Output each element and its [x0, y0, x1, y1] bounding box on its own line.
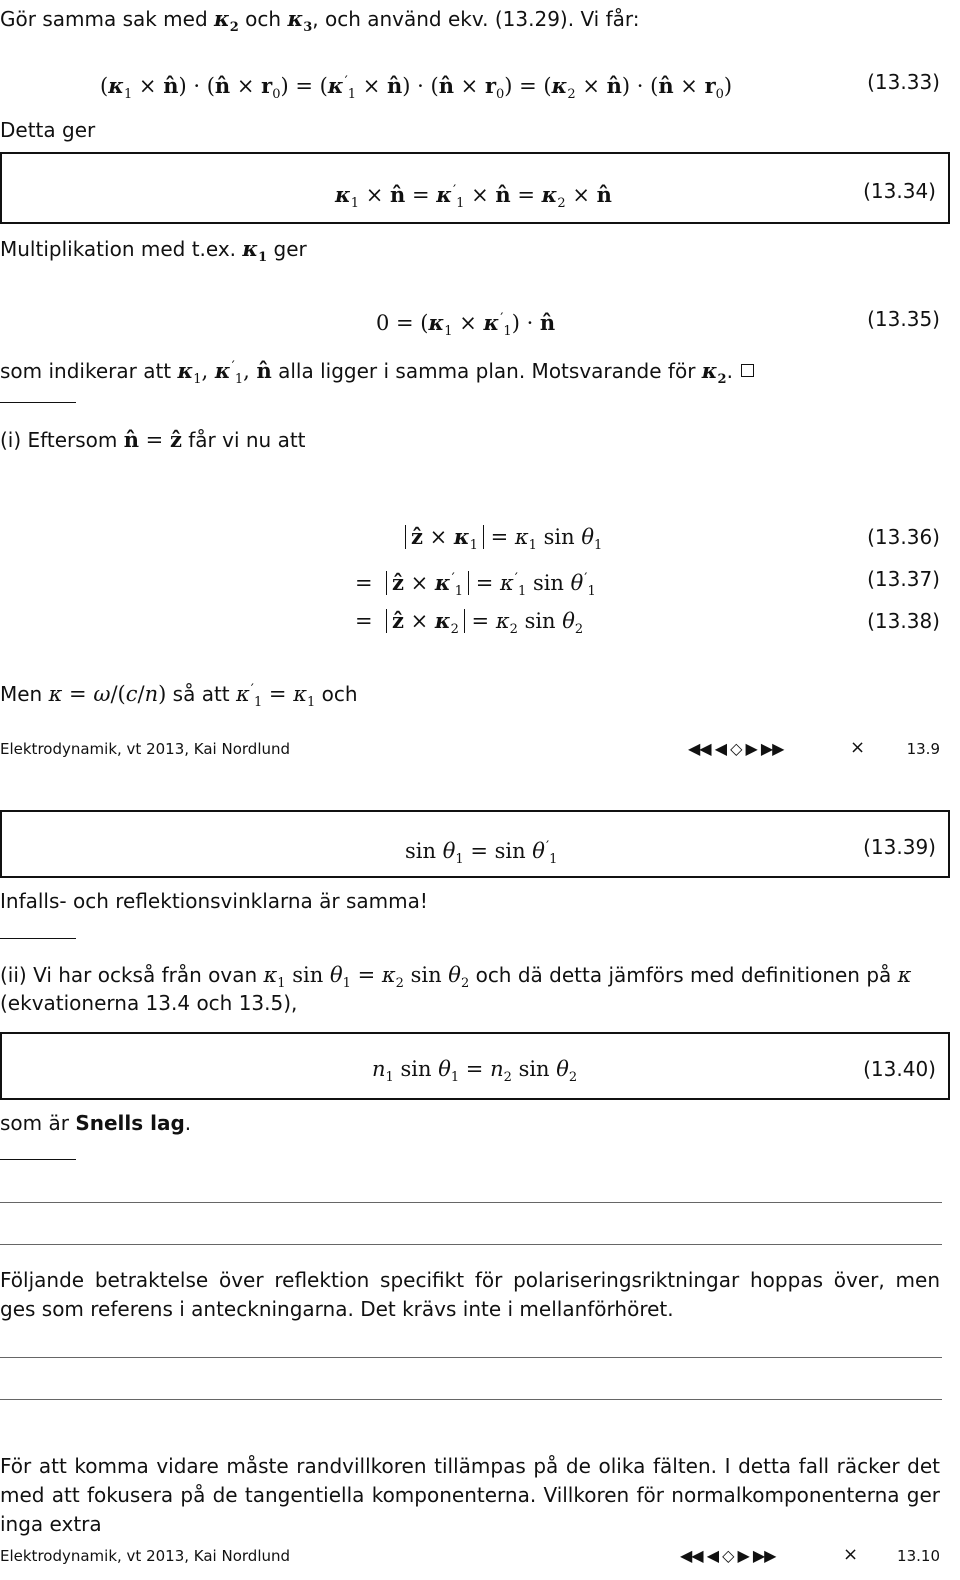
indic-text-b: alla ligger i samma plan. Motsvarande för — [271, 359, 702, 383]
equation-13-33: ($\kappa_1$ × n̂) · (n̂ × $r_0) = (\kappa'_1$ × n̂) · (n̂ × $r_0) = (\kappa_2$ × n̂) · (n̂ × $r_0$) — [100, 73, 733, 102]
part-i-text-b: får vi nu att — [181, 428, 306, 452]
close-icon-page-2[interactable]: × — [843, 1544, 859, 1565]
boxed-equation-13-40 — [0, 1032, 950, 1100]
page-number-2: 13.10 — [897, 1547, 940, 1565]
footer-left-page-1: Elektrodynamik, vt 2013, Kai Nordlund — [0, 740, 291, 758]
close-icon[interactable]: × — [850, 737, 866, 758]
equation-number-13-36: (13.36) — [867, 525, 940, 549]
footer-left-page-2: Elektrodynamik, vt 2013, Kai Nordlund — [0, 1547, 291, 1565]
boxed-equation-13-34 — [0, 152, 950, 224]
rule-2 — [0, 1244, 942, 1245]
nav-arrows-page-2[interactable]: ◀◀ ◀ ◇ ▶ ▶▶ — [680, 1546, 776, 1565]
equation-13-40: $n_1$ $\sin \theta_1 = n_2$ $\sin \theta_2$ — [372, 1057, 578, 1085]
indic-text-a: som indikerar att — [0, 359, 178, 383]
following-paragraph: Följande betraktelse över reflektion specifikt för polariseringsriktningar hoppas över, men ges som referens i anteckningarna. Det krävs inte i mellanförhöret. — [0, 1268, 940, 1321]
snell-line — [0, 1111, 191, 1135]
indic-text-c: . — [726, 359, 733, 383]
nav-arrows-page-1[interactable]: ◀◀ ◀ ◇ ▶ ▶▶ — [688, 739, 784, 758]
separator-short-3 — [0, 1159, 76, 1160]
boxed-equation-13-39 — [0, 810, 950, 878]
page-number-1: 13.9 — [906, 740, 940, 758]
rule-4 — [0, 1399, 942, 1400]
equation-number-13-37: (13.37) — [867, 567, 940, 591]
multiplikation-line: Multiplikation med t.ex. $\kappa_1$ ger — [0, 236, 307, 265]
equation-13-39: $\sin \theta_1 = \sin \theta'_1$ — [405, 839, 558, 867]
intro-text-b: och — [238, 7, 288, 31]
equation-13-37: = ẑ × $\kappa'_1 = \kappa'_1$ $\sin \theta'_1$ — [355, 570, 596, 599]
intro-text-c: , och använd ekv. (13.29). Vi får: — [312, 7, 640, 31]
equation-number-13-39: (13.39) — [863, 835, 936, 859]
equation-13-35: $0 = (\kappa_1 \times \kappa'_1)$ · n̂ — [376, 310, 556, 339]
snells-lag-term: Snells lag — [75, 1111, 185, 1135]
snell-text-c: . — [184, 1111, 192, 1135]
equation-13-38: = ẑ × $\kappa_2 = \kappa_2$ $\sin \theta_2$ — [355, 608, 584, 637]
part-ii-text-a: (ii) Vi har också från ovan — [0, 963, 264, 987]
indikerar-line: som indikerar att $\kappa_1$, $\kappa'_1$, n̂ alla ligger i samma plan. Motsvarande för $\kappa_2$. — [0, 354, 754, 393]
intro-line: Gör samma sak med $\kappa_2$ och $\kappa_3$, och använd ekv. (13.29). Vi får: — [0, 6, 640, 35]
intro-text-a: Gör samma sak med — [0, 7, 215, 31]
part-ii-text-b: och dä detta jämförs med definitionen på — [469, 963, 898, 987]
equation-number-13-40: (13.40) — [863, 1057, 936, 1081]
equation-13-34: $\kappa_1$ × n̂ = $\kappa'_1$ × n̂ = $\kappa_2$ × n̂ — [335, 182, 612, 211]
qed-square-icon — [741, 364, 754, 377]
mult-text-b: ger — [267, 237, 307, 261]
separator-short-2 — [0, 938, 76, 939]
separator-short-1 — [0, 402, 76, 403]
equation-number-13-34: (13.34) — [863, 179, 936, 203]
men-text-b: så att — [166, 682, 236, 706]
further-paragraph: För att komma vidare måste randvillkoren tillämpas på de olika fälten. I detta fall räcker det med att fokusera på de tangentiella komponenterna. Villkoren för normalkomponenterna ger inga extra — [0, 1454, 940, 1536]
detta-ger-text: Detta ger — [0, 118, 96, 142]
men-line: Men κ = ω/(c/n) så att $\kappa'_1 = \kappa_1$ och — [0, 682, 358, 710]
part-ii-line: (ii) Vi har också från ovan $\kappa_1$ $\sin \theta_1 = \kappa_2$ $\sin \theta_2$ och dä detta jämförs med definitionen på κ — [0, 963, 912, 991]
men-text-c: och — [315, 682, 358, 706]
snell-text-a: som är — [0, 1111, 76, 1135]
part-ii-line-2: (ekvationerna 13.4 och 13.5), — [0, 991, 298, 1015]
equation-13-36: ẑ × $\kappa_1 = \kappa_1$ $\sin \theta_1$ — [405, 524, 602, 559]
part-i-line: (i) Eftersom n̂ = ẑ får vi nu att — [0, 427, 306, 452]
equation-number-13-33: (13.33) — [867, 70, 940, 94]
infalls-text: Infalls- och reflektionsvinklarna är samma! — [0, 889, 428, 913]
mult-text-a: Multiplikation med t.ex. — [0, 237, 243, 261]
equation-number-13-35: (13.35) — [867, 307, 940, 331]
men-text-a: Men — [0, 682, 49, 706]
rule-1 — [0, 1202, 942, 1203]
rule-3 — [0, 1357, 942, 1358]
part-i-text-a: (i) Eftersom — [0, 428, 124, 452]
equation-number-13-38: (13.38) — [867, 609, 940, 633]
